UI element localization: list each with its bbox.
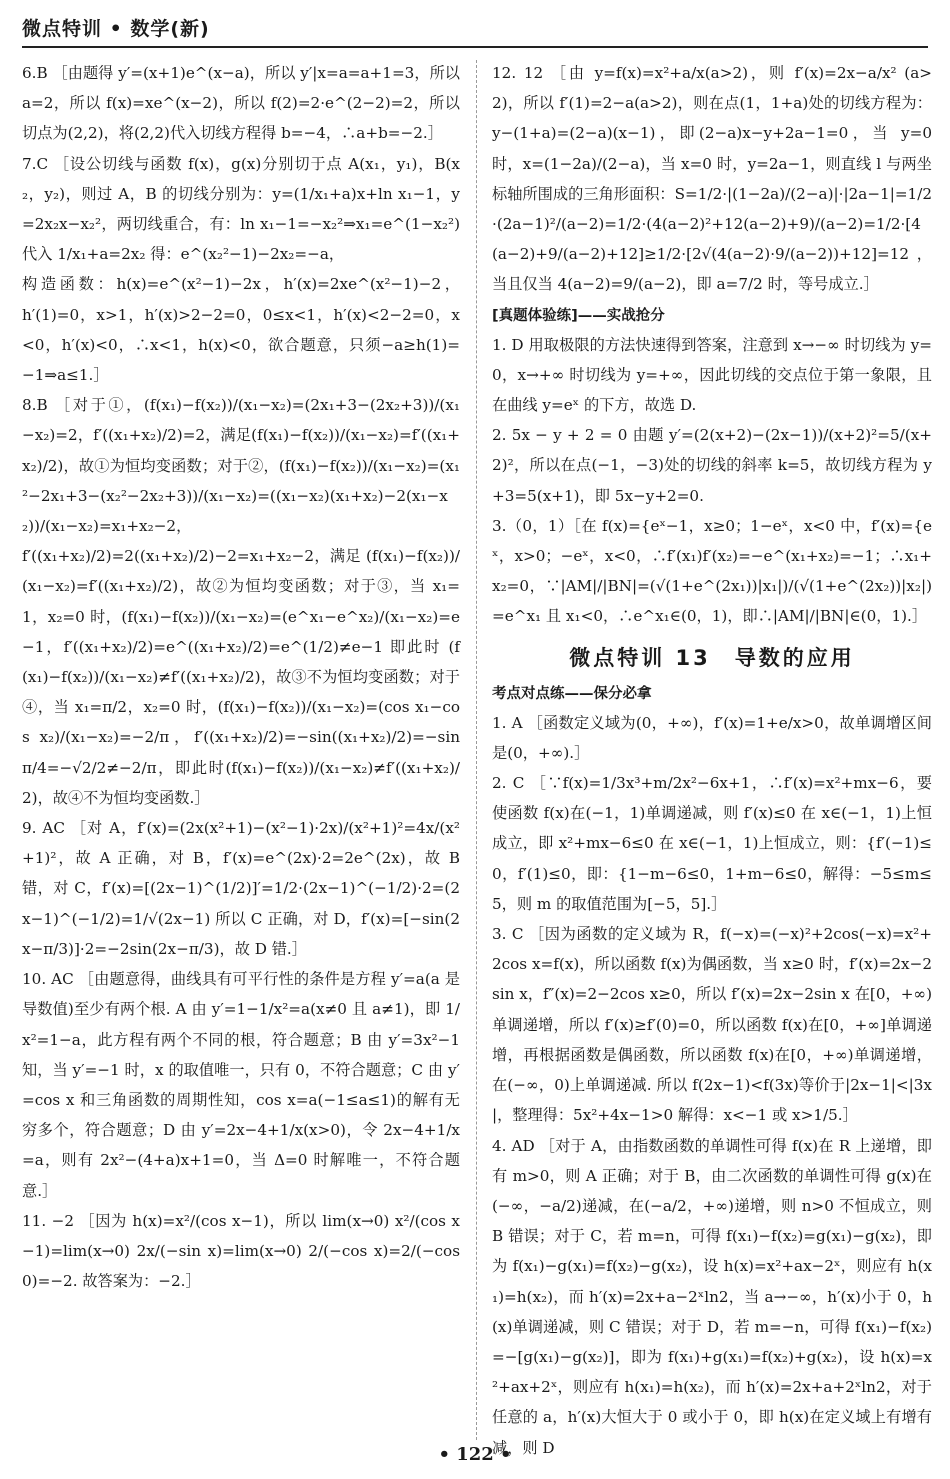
- right-column: [492, 58, 932, 1457]
- answer-10: 10. AC ［由题意得，曲线具有可平行性的条件是方程 y′=a(a 是导数值)至少有两个根. A 由 y′=1−1/x²=a(x≠0 且 a≠1)，即 1/x²=1−a，此方程有两个不同的根，符合题意；B 由 y′=3x²−1 知，当 y′=−1 时，x 的取值唯一，只有 0，不符合题意；C 由 y′=cos x 和三角函数的周期性知，cos x=a(−1≤a≤1)的解有无穷多个，符合题意；D 由 y′=2x−4+1/x(x>0)，令 2x−4+1/x=a，则有 2x²−(4+a)x+1=0，当 Δ=0 时解唯一，不符合题意.］: [22, 970, 460, 1200]
- real-answer-2: 2. 5x − y + 2 = 0 由题 y′=(2(x+2)−(2x−1))/(x+2)²=5/(x+2)²，所以在点(−1，−3)处的切线的斜率 k=5，故切线方程为 y+3=5(x+1)，即 5x−y+2=0.: [492, 426, 932, 505]
- answer-7-cont: 构造函数：h(x)=e^(x²−1)−2x，h′(x)=2xe^(x²−1)−2，h′(1)=0，x>1，h′(x)>2−2=0，0≤x<1，h′(x)<2−2=0，x<0，h′(x)<0，∴x<1，h(x)<0，欲合题意，只须−a≥h(1)=−1⇒a≤1.］: [22, 275, 460, 385]
- section-heading-basic: 考点对点练——保分必拿: [492, 685, 652, 702]
- answer-11: 11. −2 ［因为 h(x)=x²/(cos x−1)，所以 lim(x→0) x²/(cos x−1)=lim(x→0) 2x/(−sin x)=lim(x→0) 2/(−cos x)=2/(−cos0)=−2. 故答案为：−2.］: [22, 1211, 460, 1291]
- answer-12: 12. 12 ［由 y=f(x)=x²+a/x(a>2)，则 f′(x)=2x−a/x² (a>2)，所以 f′(1)=2−a(a>2)，则在点(1，1+a)处的切线方程为：y−(1+a)=(2−a)(x−1)，即(2−a)x−y+2a−1=0，当 y=0 时，x=(1−2a)/(2−a)，当 x=0 时，y=2a−1，则直线 l 与两坐标轴所围成的三角形面积：S=1/2·|(1−2a)/(2−a)|·|2a−1|=1/2·(2a−1)²/(a−2)=1/2·(4(a−2)²+12(a−2)+9)/(a−2)=1/2·[4(a−2)+9/(a−2)+12]≥1/2·[2√(4(a−2)·9/(a−2))+12]=12，当且仅当 4(a−2)=9/(a−2)，即 a=7/2 时，等号成立.］: [492, 64, 932, 294]
- basic-answer-2: 2. C ［∵f(x)=1/3x³+m/2x²−6x+1，∴f′(x)=x²+mx−6，要使函数 f(x)在(−1，1)单调递减，则 f′(x)≤0 在 x∈(−1，1)上恒成立，即 x²+mx−6≤0 在 x∈(−1，1)上恒成立，则：{f′(−1)≤0，f′(1)≤0，即：{1−m−6≤0，1+m−6≤0，解得：−5≤m≤5，则 m 的取值范围为[−5，5].］: [492, 774, 932, 913]
- page-header: [22, 8, 928, 48]
- answer-9: 9. AC ［对 A，f′(x)=(2x(x²+1)−(x²−1)·2x)/(x²+1)²=4x/(x²+1)²，故 A 正确，对 B，f′(x)=e^(2x)·2=2e^(2x)，故 B 错，对 C，f′(x)=[(2x−1)^(1/2)]′=1/2·(2x−1)^(−1/2)·2=(2x−1)^(−1/2)=1/√(2x−1) 所以 C 正确，对 D，f′(x)=[−sin(2x−π/3)]·2=−2sin(2x−π/3)，故 D 错.］: [22, 819, 460, 958]
- column-divider: [476, 60, 477, 1440]
- book-title: 微点特训 • 数学(新): [22, 18, 210, 40]
- real-answer-1: 1. D 用取极限的方法快速得到答案，注意到 x→−∞ 时切线为 y=0，x→+∞ 时切线为 y=+∞，因此切线的交点位于第一象限，且在曲线 y=eˣ 的下方，故选 D.: [492, 335, 932, 415]
- basic-answer-3: 3. C ［因为函数的定义域为 R，f(−x)=(−x)²+2cos(−x)=x²+2cos x=f(x)，所以函数 f(x)为偶函数，当 x≥0 时，f′(x)=2x−2sin x，f″(x)=2−2cos x≥0，所以 f′(x)=2x−2sin x 在[0，+∞)单调递增，所以 f′(x)≥f′(0)=0，所以函数 f(x)在[0，+∞]单调递增，再根据函数是偶函数，所以函数 f(x)在[0，+∞)单调递增，在(−∞，0)上单调递减. 所以 f(2x−1)<f(3x)等价于|2x−1|<|3x|，整理得：5x²+4x−1>0 解得：x<−1 或 x>1/5.］: [492, 925, 932, 1125]
- answer-6: 6.B ［由题得 y′=(x+1)e^(x−a)，所以 y′|x=a=a+1=3，所以 a=2，所以 f(x)=xe^(x−2)，所以 f(2)=2·e^(2−2)=2，所以切点为(2,2)，将(2,2)代入切线方程得 b=−4，∴a+b=−2.］: [22, 64, 460, 143]
- answer-7: 7.C ［设公切线与函数 f(x)，g(x)分别切于点 A(x₁，y₁)，B(x₂，y₂)，则过 A，B 的切线分别为：y=(1/x₁+a)x+ln x₁−1，y=2x₂x−x₂²，两切线重合，有：ln x₁−1=−x₂²⇒x₁=e^(1−x₂²) 代入 1/x₁+a=2x₂ 得：e^(x₂²−1)−2x₂=−a，: [22, 154, 460, 264]
- left-column: [22, 58, 460, 1428]
- real-answer-3: 3.（0，1）［在 f(x)={eˣ−1，x≥0；1−eˣ，x<0 中，f′(x)={eˣ，x>0；−eˣ，x<0，∴f′(x₁)f′(x₂)=−e^(x₁+x₂)=−1；∴x₁+x₂=0，∵|AM|/|BN|=(√(1+e^(2x₁))|x₁|)/(√(1+e^(2x₂))|x₂|)=e^x₁ 且 x₁<0，∴e^x₁∈(0，1)，即∴|AM|/|BN|∈(0，1).］: [492, 516, 932, 626]
- section-heading-real-exam: [真题体验练]——实战抢分: [492, 307, 665, 324]
- page-number: • 122 •: [438, 1444, 512, 1465]
- basic-answer-4: 4. AD ［对于 A，由指数函数的单调性可得 f(x)在 R 上递增，即有 m>0，则 A 正确；对于 B，由二次函数的单调性可得 g(x)在(−∞，−a/2)递减，在(−a/2，+∞)递增，则 n>0 不恒成立，则 B 错误；对于 C，若 m=n，可得 f(x₁)−f(x₂)=g(x₁)−g(x₂)，即为 f(x₁)−g(x₁)=f(x₂)−g(x₂)，设 h(x)=x²+ax−2ˣ，则应有 h(x₁)=h(x₂)，而 h′(x)=2x+a−2ˣln2，当 a→−∞，h′(x)小于 0，h(x)单调递减，则 C 错误；对于 D，若 m=−n，可得 f(x₁)−f(x₂)=−[g(x₁)−g(x₂)]，即为 f(x₁)+g(x₁)=f(x₂)+g(x₂)，设 h(x)=x²+ax+2ˣ，则应有 h(x₁)=h(x₂)，而 h′(x)=2x+a+2ˣln2，对于任意的 a，h′(x)大恒大于 0 或小于 0，即 h(x)在定义域上有增有减，则 D: [492, 1136, 932, 1457]
- answer-8: 8.B ［对于①，(f(x₁)−f(x₂))/(x₁−x₂)=(2x₁+3−(2x₂+3))/(x₁−x₂)=2，f′((x₁+x₂)/2)=2，满足(f(x₁)−f(x₂))/(x₁−x₂)=f′((x₁+x₂)/2)，故①为恒均变函数；对于②，(f(x₁)−f(x₂))/(x₁−x₂)=(x₁²−2x₁+3−(x₂²−2x₂+3))/(x₁−x₂)=((x₁−x₂)(x₁+x₂)−2(x₁−x₂))/(x₁−x₂)=x₁+x₂−2，: [22, 396, 460, 536]
- chapter-title: 微点特训 13 导数的应用: [569, 645, 855, 670]
- basic-answer-1: 1. A ［函数定义域为(0，+∞)，f′(x)=1+e/x>0，故单调增区间是(0，+∞).］: [492, 713, 932, 762]
- answer-8-cont: f′((x₁+x₂)/2)=2((x₁+x₂)/2)−2=x₁+x₂−2，满足 (f(x₁)−f(x₂))/(x₁−x₂)=f′((x₁+x₂)/2)，故②为恒均变函数；对于③，当 x₁=1，x₂=0 时，(f(x₁)−f(x₂))/(x₁−x₂)=(e^x₁−e^x₂)/(x₁−x₂)=e−1，f′((x₁+x₂)/2)=e^((x₁+x₂)/2)=e^(1/2)≠e−1 即此时 (f(x₁)−f(x₂))/(x₁−x₂)≠f′((x₁+x₂)/2)，故③不为恒均变函数；对于④，当 x₁=π/2，x₂=0 时，(f(x₁)−f(x₂))/(x₁−x₂)=(cos x₁−cos x₂)/(x₁−x₂)=−2/π，f′((x₁+x₂)/2)=−sin((x₁+x₂)/2)=−sin π/4=−√2/2≠−2/π，即此时(f(x₁)−f(x₂))/(x₁−x₂)≠f′((x₁+x₂)/2)，故④不为恒均变函数.］: [22, 547, 460, 807]
